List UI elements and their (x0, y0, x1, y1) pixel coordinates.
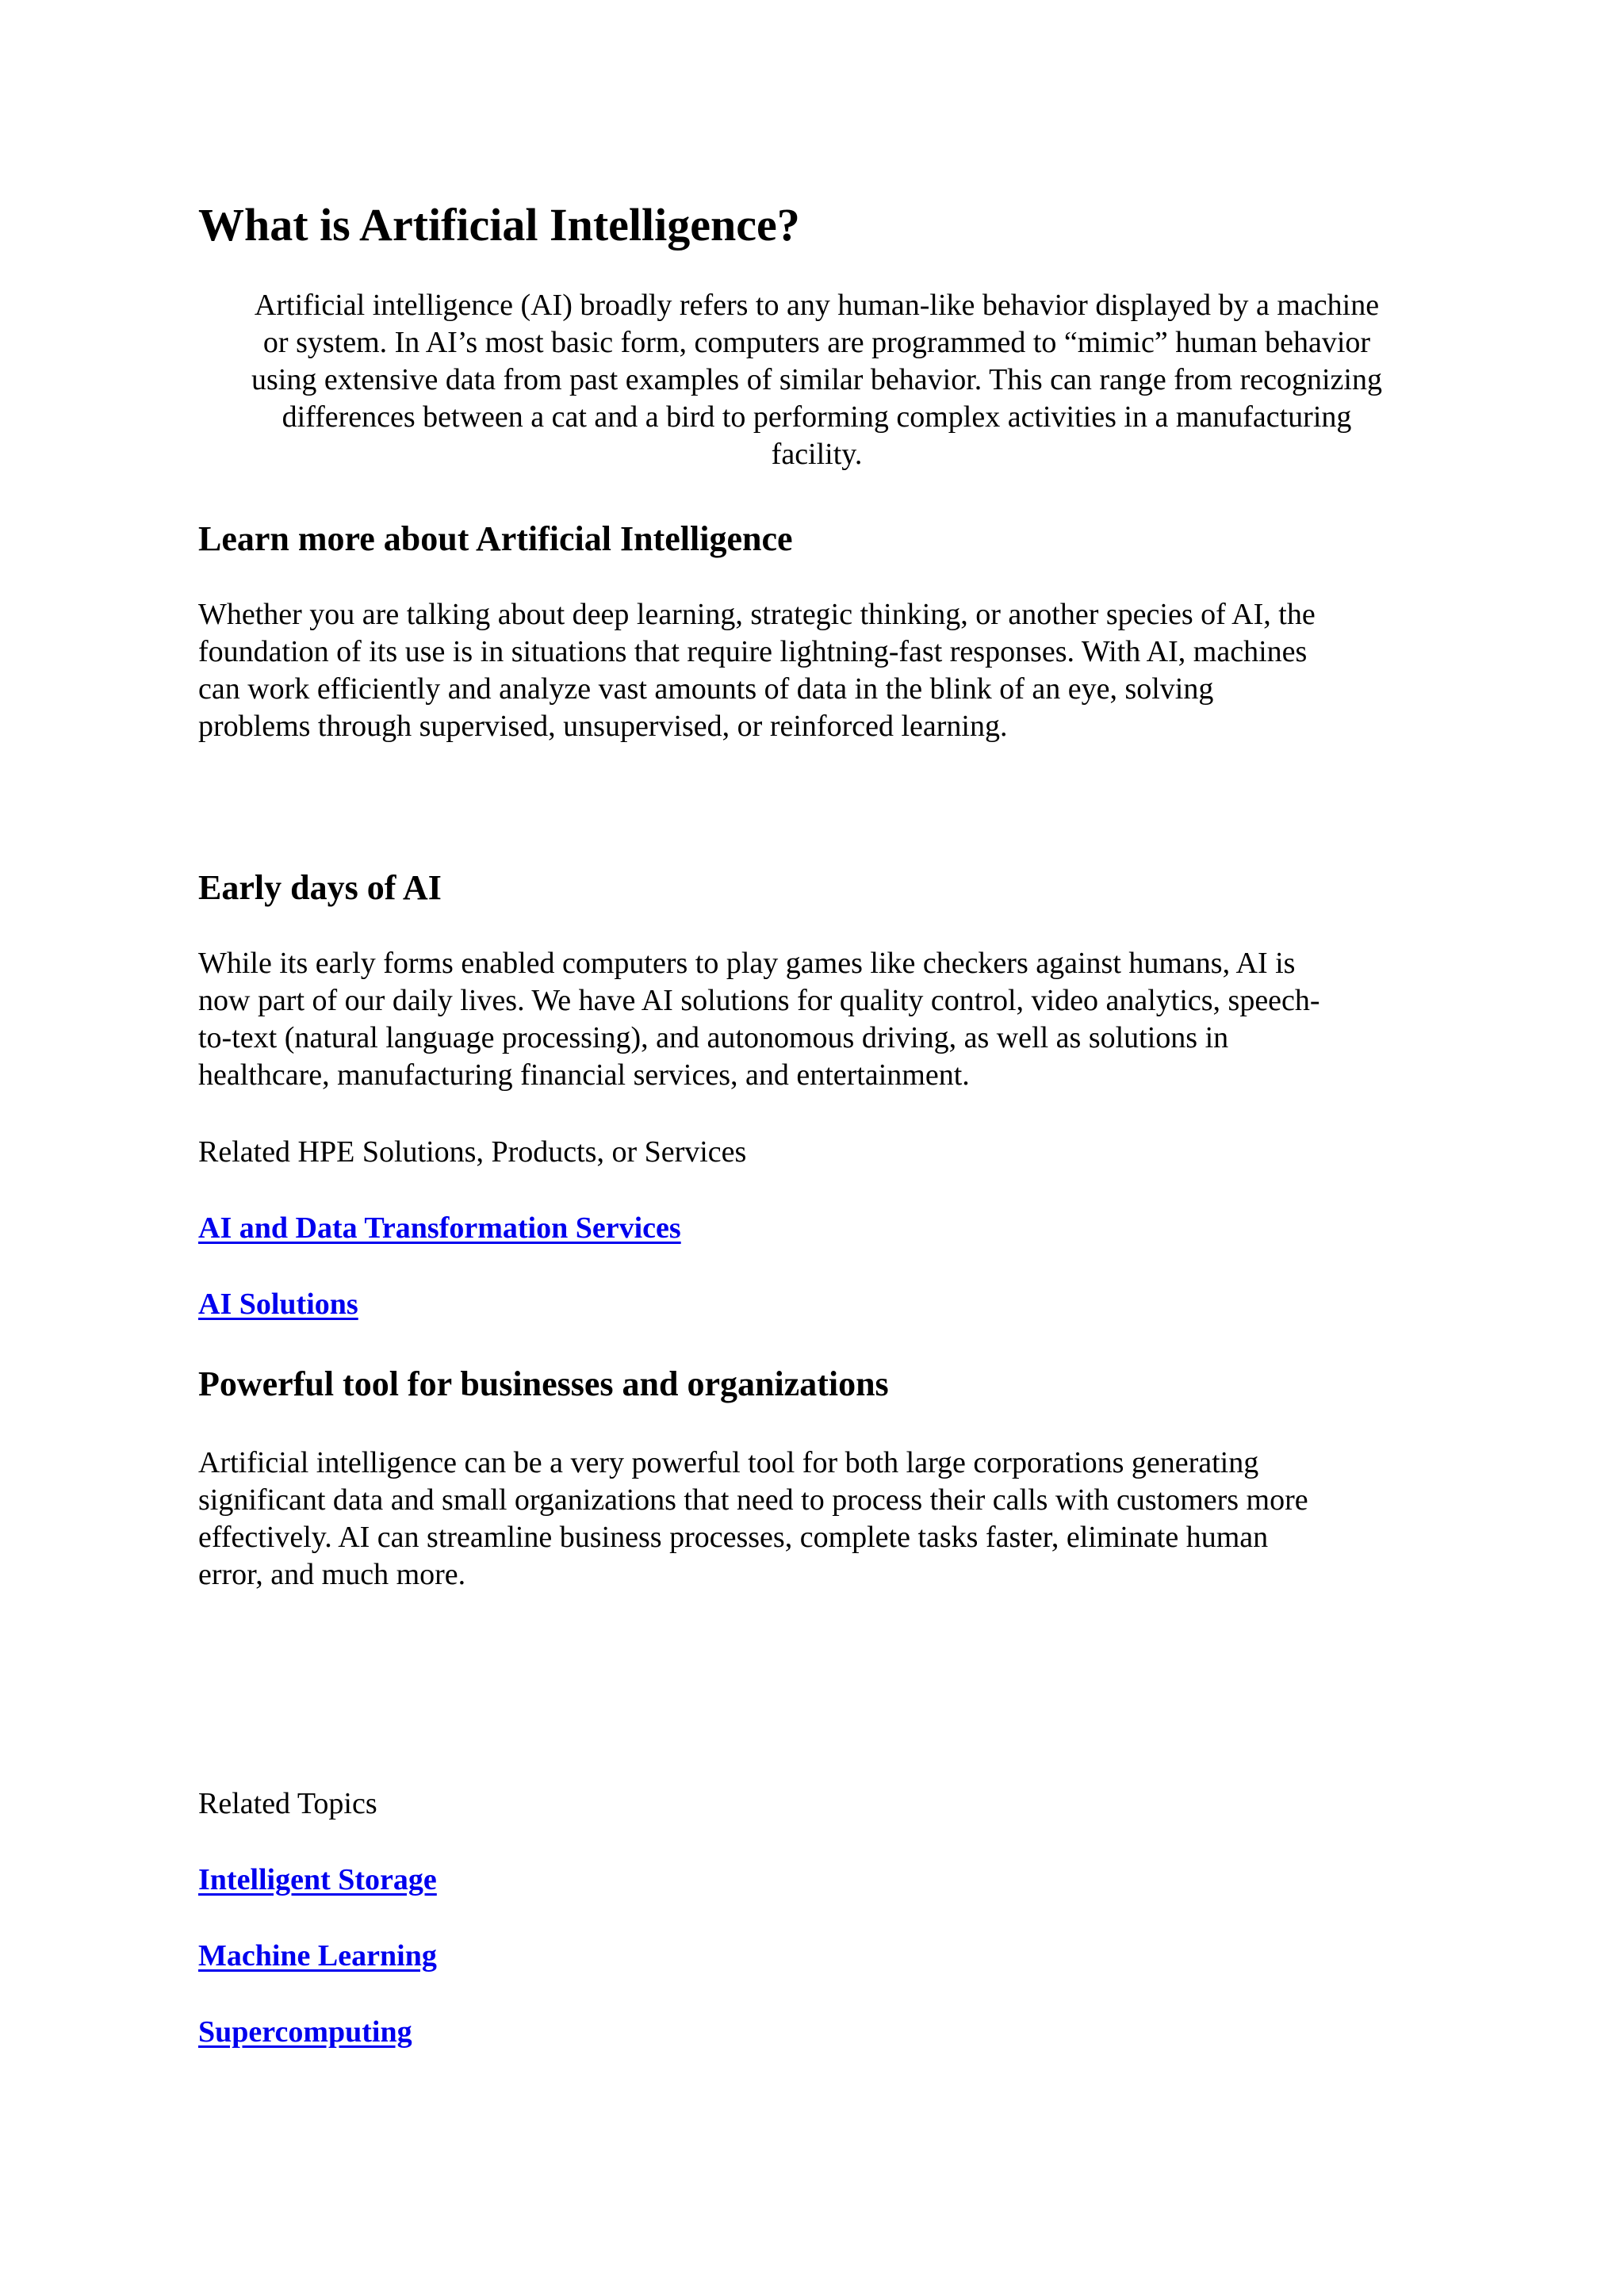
paragraph-line: to-text (natural language processing), and autonomous driving, as well as solutions in (198, 1021, 1229, 1054)
link-ai-data-transformation-services[interactable]: AI and Data Transformation Services (198, 1211, 681, 1245)
paragraph-line: Artificial intelligence can be a very powerful tool for both large corporations generating (198, 1446, 1259, 1479)
paragraph-line: problems through supervised, unsupervised, or reinforced learning. (198, 710, 1008, 743)
intro-line: Artificial intelligence (AI) broadly refers to any human-like behavior displayed by a machine (254, 289, 1380, 322)
document-page (198, 0, 1435, 2296)
related-solutions-label: Related HPE Solutions, Products, or Services (198, 1135, 747, 1169)
link-supercomputing[interactable]: Supercomputing (198, 2015, 412, 2049)
powerful-tool-paragraph (198, 1445, 1435, 1594)
paragraph-line: can work efficiently and analyze vast amounts of data in the blink of an eye, solving (198, 672, 1214, 706)
link-machine-learning[interactable]: Machine Learning (198, 1939, 437, 1973)
intro-paragraph (198, 287, 1435, 473)
paragraph-line: now part of our daily lives. We have AI solutions for quality control, video analytics, speech- (198, 984, 1320, 1017)
paragraph-line: While its early forms enabled computers to play games like checkers against humans, AI is (198, 947, 1296, 980)
heading-early-days: Early days of AI (198, 868, 442, 907)
intro-line: differences between a cat and a bird to performing complex activities in a manufacturing (282, 400, 1352, 434)
intro-line: facility. (771, 438, 863, 471)
paragraph-line: Whether you are talking about deep learning, strategic thinking, or another species of AI, the (198, 598, 1316, 631)
page-title: What is Artificial Intelligence? (198, 199, 800, 251)
link-ai-solutions[interactable]: AI Solutions (198, 1288, 358, 1321)
paragraph-line: error, and much more. (198, 1558, 466, 1591)
paragraph-line: foundation of its use is in situations that require lightning-fast responses. With AI, machines (198, 635, 1308, 668)
paragraph-line: healthcare, manufacturing financial services, and entertainment. (198, 1058, 970, 1092)
intro-line: using extensive data from past examples of similar behavior. This can range from recognizing (251, 363, 1382, 396)
related-topics-label: Related Topics (198, 1787, 377, 1820)
link-intelligent-storage[interactable]: Intelligent Storage (198, 1863, 437, 1896)
heading-learn-more: Learn more about Artificial Intelligence (198, 519, 793, 558)
heading-powerful-tool: Powerful tool for businesses and organizations (198, 1364, 889, 1403)
learn-more-paragraph (198, 596, 1435, 745)
early-days-paragraph (198, 945, 1435, 1094)
paragraph-line: effectively. AI can streamline business processes, complete tasks faster, eliminate human (198, 1521, 1269, 1554)
intro-line: or system. In AI’s most basic form, computers are programmed to “mimic” human behavior (262, 326, 1371, 359)
paragraph-line: significant data and small organizations that need to process their calls with customers more (198, 1483, 1308, 1517)
